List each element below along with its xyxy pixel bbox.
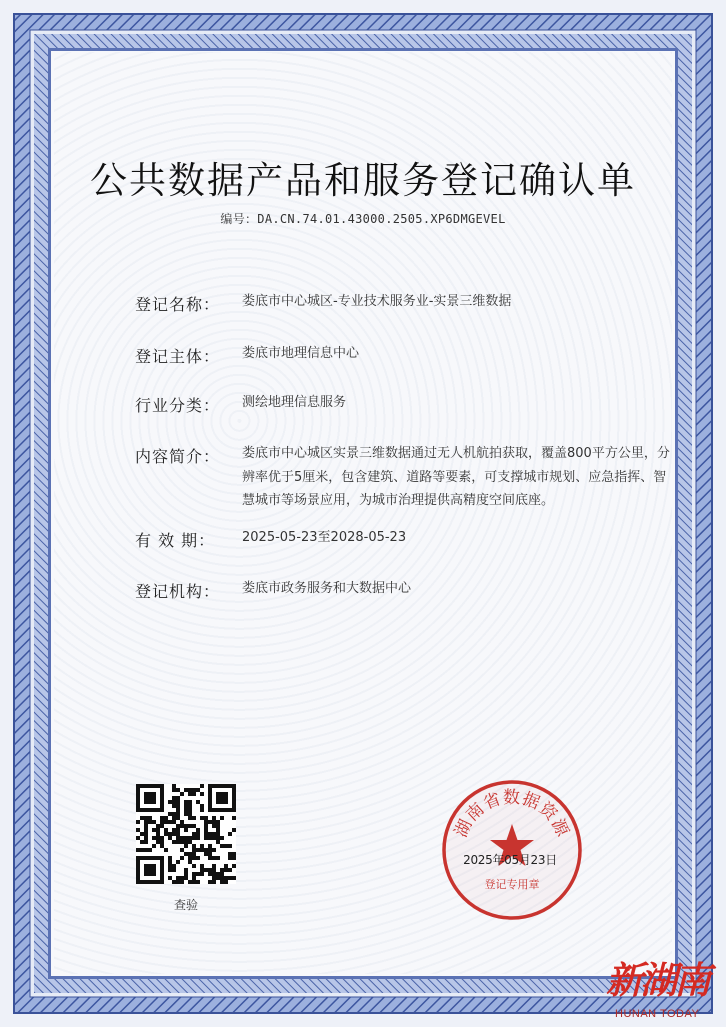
field-label: 登记主体： (135, 347, 221, 366)
field-value: 娄底市中心城区实景三维数据通过无人机航拍获取，覆盖800平方公里，分辨率优于5厘米，包含建筑、道路等要素，可支撑城市规划、应急指挥、智慧城市等场景应用，为城市治理提供高精度空间底座。 (242, 446, 670, 508)
certificate-title: 公共数据产品和服务登记确认单 (90, 159, 636, 202)
certificate-serial-number: 编号：DA.CN.74.01.43000.2505.XP6DMGEVEL (220, 212, 506, 226)
seal-subtitle: 登记专用章 (484, 878, 540, 891)
field-value: 娄底市地理信息中心 (242, 346, 360, 361)
qr-code[interactable] (136, 784, 236, 884)
official-seal (440, 778, 584, 922)
field-value: 娄底市政务服务和大数据中心 (242, 581, 412, 596)
watermark-logo-text: 新湖南 (606, 958, 708, 1002)
field-label: 内容简介： (135, 447, 221, 466)
field-label: 登记机构： (135, 582, 221, 601)
seal-arc-text: 湖南省数据资源 (451, 787, 573, 841)
field-value: 测绘地理信息服务 (242, 395, 347, 410)
seal-date: 2025年05月23日 (463, 853, 557, 867)
field-label: 登记名称： (135, 295, 221, 314)
watermark-subtitle: HUNAN TODAY (615, 1008, 700, 1020)
field-label: 行业分类： (135, 396, 221, 415)
field-label: 有 效 期： (135, 531, 216, 550)
field-value: 2025-05-23至2028-05-23 (242, 530, 407, 545)
field-value: 娄底市中心城区-专业技术服务业-实景三维数据 (242, 294, 512, 309)
qr-caption: 查验 (173, 898, 198, 912)
